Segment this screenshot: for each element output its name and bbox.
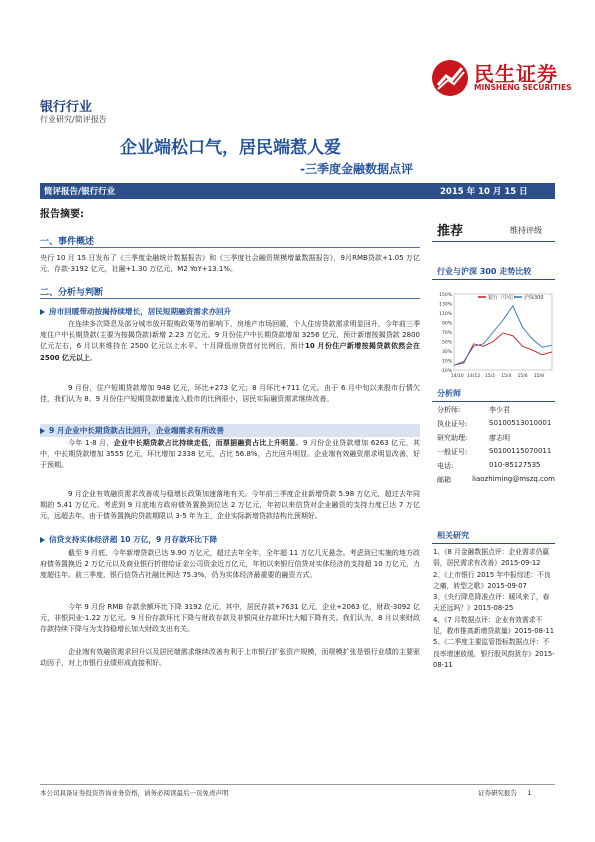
chart-divider [432, 279, 555, 280]
report-title: 企业端松口气，居民端惹人爱 [120, 138, 341, 158]
analyst-row [437, 475, 555, 489]
related-divider [432, 543, 555, 544]
y-tick-label: 10% [441, 359, 452, 365]
related-report-item[interactable]: 2、《上市银行 2015 年中报综述：不良之痛，转型之歌》2015-09-07 [433, 570, 551, 590]
analyst-field-value[interactable]: liaozhiming@mszq.com [472, 475, 555, 483]
analyst-field-label: 邮箱 [437, 476, 451, 484]
y-tick-label: 110% [439, 312, 452, 317]
analyst-field-label: 一般证号: [437, 448, 468, 456]
section-title-overview: 一、事件概述 [40, 237, 95, 247]
y-tick-label: 150% [439, 293, 452, 298]
brand-logo-icon [430, 58, 470, 98]
analyst-field-value: S0100513010001 [489, 419, 552, 427]
series-line-index [454, 306, 552, 365]
credit-paragraph-3: 企业端有效融资需求回升以及居民端需求继续改善有利于上市银行扩张资产规模，而规模扩张是银行业绩的主要驱动因子，对上市银行业绩形成直接利好。 [40, 648, 420, 668]
header-bar-category: 简评报告/银行行业 [44, 187, 116, 197]
abstract-label: 报告摘要: [40, 209, 84, 220]
analyst-field-label: 执业证号: [437, 420, 468, 428]
bullet-heading-housing: 房市回暖带动按揭持续增长，居民短期融资需求亦回升 [40, 306, 231, 317]
page-number: 1 [527, 789, 532, 797]
section-divider [40, 298, 420, 299]
analyst-section-title: 分析师 [437, 389, 461, 398]
analyst-field-value: 廖志明 [489, 434, 510, 442]
footer-divider [40, 784, 555, 785]
chart-frame [454, 294, 552, 370]
x-tick-label: 15/6 [517, 374, 528, 379]
report-subtitle: -三季度金融数据点评 [300, 162, 413, 176]
corporate-paragraph-1: 今年 1-8 月，企业中长期贷款占比持续走低，而票据融资占比上升明显。9 月份企业贷款增加 6263 亿元，其中，中长期贷款增加 3555 亿元，环比增加 2338 亿元，占比 56.8%，占比回升明显。企业端有效融资需求明显改善，好于预期。 [40, 439, 420, 470]
legend-label-bank: 银行（中信） [488, 295, 519, 301]
analyst-field-label: 研究助理: [437, 434, 468, 442]
related-report-item[interactable]: 1、《8 月金融数据点评：企业需求仍羸弱，居民需求有改善》2015-09-12 [433, 548, 550, 568]
industry-label: 银行行业 [40, 100, 93, 115]
footer-disclaimer: 本公司具备证券投资咨询业务资格，请务必阅读最后一页免责声明 [40, 789, 229, 797]
y-tick-label: 70% [441, 331, 452, 336]
legend-label-index: 沪深300 [524, 295, 544, 301]
bullet-heading-corporate: 9 月企业中长期贷款占比回升，企业端需求有所改善 [40, 424, 420, 437]
analyst-field-label: 分析师: [437, 406, 461, 414]
y-tick-label: -10% [440, 369, 452, 374]
rating-recommend: 推荐 [437, 224, 464, 239]
section-title-analysis: 二、分析与判断 [40, 288, 104, 298]
chart-section-title: 行业与沪深 300 走势比较 [437, 267, 532, 276]
related-report-item[interactable]: 4、《7 月数据点评：企业有效需求不足，救市推高新增贷款量》2015-08-11 [433, 615, 555, 636]
housing-paragraph-2: 9 月份，住户短期贷款增加 948 亿元，环比+273 亿元；8 月环比+711 亿元。由于 6 月中旬以来股市行情欠佳，我们认为 8、9 月份住户短期贷款增量流入股市的比例很小，居民实际融资需求继续改善。 [40, 384, 420, 404]
analyst-field-value: S0100115070011 [489, 447, 552, 455]
x-tick-label: 15/8 [533, 374, 544, 379]
analyst-row [437, 447, 555, 461]
analyst-divider [432, 401, 555, 402]
related-list [433, 547, 555, 671]
analyst-field-value: 010-85127535 [489, 461, 541, 469]
footer-label: 证券研究报告 1 [478, 789, 532, 797]
x-tick-label: 14/12 [467, 374, 481, 379]
related-section-title: 相关研究 [437, 531, 469, 540]
analyst-list [437, 405, 555, 489]
section-divider [40, 247, 420, 248]
report-type: 行业研究/简评报告 [40, 115, 107, 124]
y-tick-label: 90% [441, 321, 452, 327]
analyst-field-value: 李少君 [489, 406, 510, 414]
report-date: 2015 年 10 月 15 日 [440, 187, 528, 197]
bullet-triangle-icon [40, 537, 45, 543]
y-tick-label: 130% [439, 302, 452, 308]
overview-paragraph: 央行 10 月 15 日发布了《三季度金融统计数据报告》和《三季度社会融资规模增量数据报告》，9月RMB贷款+1.05 万亿元，存款-3192 亿元，社融+1.30 万亿元，M2 YoY+13.1%。 [40, 254, 420, 274]
rating-label: 维持评级 [510, 226, 542, 235]
credit-paragraph-2: 今年 9 月份 RMB 存款余额环比下降 3192 亿元。其中，居民存款+7631 亿元，企业+2063 亿，财政-3092 亿元，非银同业-1.22 万亿元。9 月份存款环比下降与财政存款及非银同业存款环比大幅下降有关。我们认为，8 月以来财政存款持续下降与为支持稳增长加大财政支出有关。 [40, 603, 420, 634]
housing-paragraph-1: 在连续多次降息及部分城市放开限购政策等的影响下，房地产市场回暖，个人住房贷款需求明显回升，今年前三季度住户中长期贷款(主要为按揭贷款)新增 2.23 万亿元。9 月份住户中长期贷款增加 3256 亿元，预计新增按揭贷款 2800 亿元左右，6 月以来维持在 2500 亿元以上水平。十月降低房贷首付比例后，预计10 月份住户新增按揭贷款依然会在 2500 亿元以上。 [40, 320, 420, 362]
x-tick-label: 15/4 [501, 374, 512, 379]
analyst-field-label: 电话: [437, 462, 454, 470]
bullet-triangle-icon [40, 309, 45, 315]
analyst-row [437, 419, 555, 433]
credit-paragraph-1: 截至 9 月底，今年新增贷款已达 9.90 万亿元，超过去年全年，全年超 11 万亿几无悬念。考虑到已实施的地方政府债务置换近 2 万亿元以及商业银行折借给证金公司资金近万亿元，年初以来银行信贷对实体经济的支持超 10 万亿元，力度超往年。前三季度，银行信贷占社融比例达 75.3%，仍为实体经济最重要的融资方式。 [40, 549, 420, 580]
x-tick-label: 14/10 [450, 374, 464, 379]
related-report-item[interactable]: 3、《央行降息降准点评：暖风来了，春天还远吗？》2015-08-25 [433, 593, 550, 613]
brand-name-en: MINSHENG SECURITIES [474, 83, 572, 92]
analyst-row [437, 433, 555, 447]
rating-divider [432, 241, 555, 242]
brand-name: 民生证券 [474, 62, 558, 86]
x-tick-label: 15/2 [484, 374, 495, 379]
series-line-bank [454, 333, 552, 365]
corporate-paragraph-2: 9 月企业有效融资需求改善或与稳增长政策加速落地有关。今年前三季度企业新增贷款 5.98 万亿元，超过去年同期的 5.41 万亿元。考虑到 9 月底地方政府债务置换到位达 2 万亿元，年初以来信贷对企业融资的支持力度已达 7 万亿元，远超去年。由于债务置换的贷款期限以 3-5 年为主，企业实际新增贷款结构比预期好。 [40, 490, 420, 521]
y-tick-label: 50% [441, 340, 452, 346]
bullet-triangle-icon [40, 428, 45, 434]
bullet-heading-credit: 信贷支持实体经济超 10 万亿，9 月存款环比下降 [40, 534, 217, 545]
sector-vs-index-chart [432, 290, 555, 382]
analyst-row [437, 405, 555, 419]
related-report-item[interactable]: 5、《二季度主要监管指标数据点评：不良率增速放缓，银行股风韵犹存》2015-08-11 [433, 638, 555, 669]
y-tick-label: 30% [441, 350, 452, 355]
analyst-row [437, 461, 555, 475]
